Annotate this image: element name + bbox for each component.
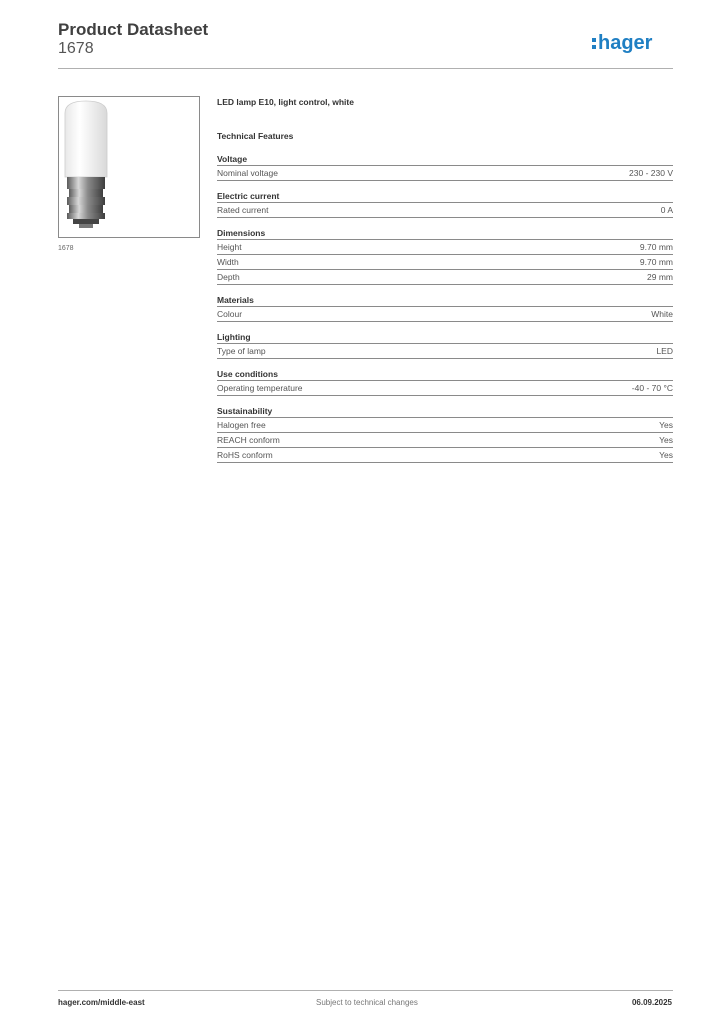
feature-value: Yes [659, 435, 673, 445]
section-use-conditions [217, 368, 673, 396]
feature-label: Type of lamp [217, 346, 266, 356]
feature-label: Operating temperature [217, 383, 303, 393]
feature-label: Nominal voltage [217, 168, 278, 178]
feature-row [217, 418, 673, 433]
feature-label: Colour [217, 309, 243, 319]
section-sustainability [217, 405, 673, 463]
section-title: Lighting [217, 331, 673, 344]
feature-row [217, 166, 673, 181]
footer-date: 06.09.2025 [631, 998, 672, 1007]
feature-row [217, 203, 673, 218]
page-title: Product Datasheet [58, 20, 209, 39]
product-image [58, 96, 200, 238]
technical-features-heading: Technical Features [217, 131, 294, 141]
feature-value: Yes [659, 420, 673, 430]
feature-label: REACH conform [217, 435, 280, 445]
section-materials [217, 294, 673, 322]
feature-row [217, 344, 673, 359]
section-title: Materials [217, 294, 673, 307]
section-title: Voltage [217, 153, 673, 166]
feature-row [217, 270, 673, 285]
feature-row [217, 307, 673, 322]
feature-value: 0 A [660, 205, 673, 215]
feature-value: Yes [659, 450, 673, 460]
feature-label: Rated current [217, 205, 269, 215]
technical-features [217, 96, 673, 463]
feature-value: 9.70 mm [639, 242, 673, 252]
product-number: 1678 [58, 40, 94, 57]
product-name: LED lamp E10, light control, white [217, 97, 354, 107]
feature-label: Depth [217, 272, 240, 282]
feature-value: 9.70 mm [639, 257, 673, 267]
feature-value: LED [656, 346, 673, 356]
header-divider [58, 68, 673, 69]
feature-sections [217, 153, 673, 463]
feature-value: 230 - 230 V [629, 168, 673, 178]
section-lighting [217, 331, 673, 359]
feature-value: White [651, 309, 673, 319]
feature-label: RoHS conform [217, 450, 273, 460]
feature-label: Width [217, 257, 239, 267]
section-title: Dimensions [217, 227, 673, 240]
feature-row [217, 240, 673, 255]
feature-value: 29 mm [647, 272, 673, 282]
logo-text: hager [598, 32, 653, 54]
led-lamp-illustration [59, 97, 199, 237]
section-electric-current [217, 190, 673, 218]
feature-label: Height [217, 242, 242, 252]
feature-row [217, 255, 673, 270]
feature-label: Halogen free [217, 420, 266, 430]
feature-value: -40 - 70 °C [631, 383, 673, 393]
section-title: Sustainability [217, 405, 673, 418]
footer-notice: Subject to technical changes [316, 998, 418, 1007]
feature-row [217, 381, 673, 396]
image-caption: 1678 [58, 245, 74, 252]
section-voltage [217, 153, 673, 181]
feature-row [217, 448, 673, 463]
section-title: Electric current [217, 190, 673, 203]
footer-divider [58, 990, 673, 991]
section-title: Use conditions [217, 368, 673, 381]
section-dimensions [217, 227, 673, 285]
feature-row [217, 433, 673, 448]
footer-website: hager.com/middle-east [58, 998, 145, 1007]
hager-logo [592, 30, 674, 56]
